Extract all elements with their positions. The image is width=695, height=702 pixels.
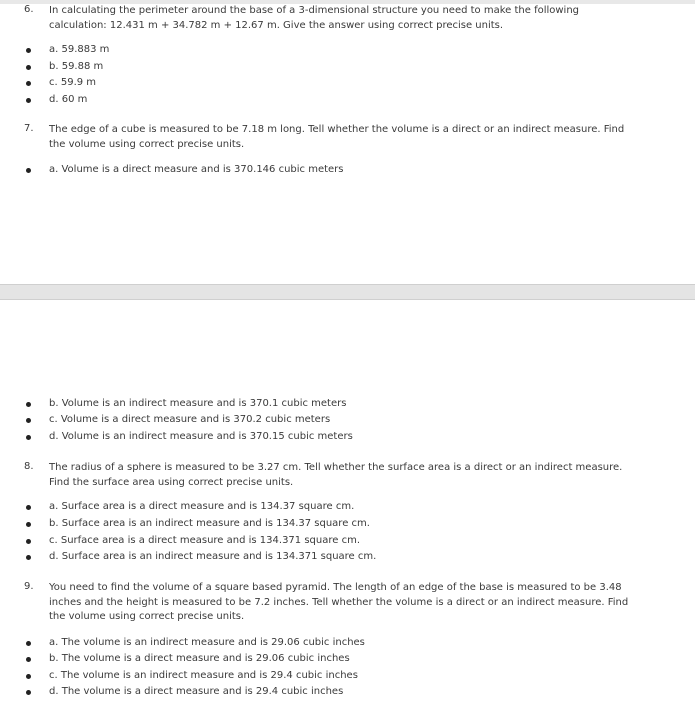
answer-option-8a <box>0 501 695 517</box>
answer-option-7b <box>0 398 695 414</box>
bullet-icon <box>26 641 31 646</box>
bullet-icon <box>26 65 31 70</box>
answer-option-8c <box>0 535 695 551</box>
answer-option-8d <box>0 551 695 567</box>
question-number: 8. <box>24 461 34 472</box>
bullet-icon <box>26 505 31 510</box>
answer-option-6a <box>0 44 695 60</box>
option-text: a. 59.883 m <box>49 44 110 55</box>
bullet-icon <box>26 690 31 695</box>
question-number: 6. <box>24 4 34 15</box>
option-text: a. Volume is a direct measure and is 370.146 cubic meters <box>49 164 344 175</box>
option-text: c. Volume is a direct measure and is 370.2 cubic meters <box>49 414 331 425</box>
bullet-icon <box>26 168 31 173</box>
option-text: d. The volume is a direct measure and is 29.4 cubic inches <box>49 686 344 697</box>
page-break <box>0 284 695 300</box>
option-text: b. The volume is a direct measure and is 29.06 cubic inches <box>49 653 350 664</box>
bullet-icon <box>26 48 31 53</box>
option-text: a. Surface area is a direct measure and is 134.37 square cm. <box>49 501 355 512</box>
option-text: c. 59.9 m <box>49 77 97 88</box>
answer-option-9a <box>0 637 695 653</box>
option-text: b. Volume is an indirect measure and is 370.1 cubic meters <box>49 398 347 409</box>
answer-option-9b <box>0 653 695 669</box>
option-text: c. The volume is an indirect measure and is 29.4 cubic inches <box>49 670 358 681</box>
option-text: d. Surface area is an indirect measure and is 134.371 square cm. <box>49 551 377 562</box>
answer-option-6b <box>0 61 695 77</box>
bullet-icon <box>26 435 31 440</box>
answer-option-8b <box>0 518 695 534</box>
option-text: a. The volume is an indirect measure and is 29.06 cubic inches <box>49 637 365 648</box>
option-text: d. 60 m <box>49 94 88 105</box>
option-text: b. 59.88 m <box>49 61 104 72</box>
bullet-icon <box>26 81 31 86</box>
answer-option-7a <box>0 164 695 180</box>
question-number: 7. <box>24 123 34 134</box>
bullet-icon <box>26 98 31 103</box>
option-text: c. Surface area is a direct measure and is 134.371 square cm. <box>49 535 360 546</box>
answer-option-7c <box>0 414 695 430</box>
question-text: You need to find the volume of a square based pyramid. The length of an edge of the base is measured to be 3.48 inches and the height is measured to be 7.2 inches. Tell whether the volume is a direct or an indirect measure. Find the volume using correct precise units. <box>49 582 629 622</box>
option-text: d. Volume is an indirect measure and is 370.15 cubic meters <box>49 431 353 442</box>
question-number: 9. <box>24 581 34 592</box>
question-text: The edge of a cube is measured to be 7.18 m long. Tell whether the volume is a direct or an indirect measure. Find the volume using correct precise units. <box>49 124 625 150</box>
answer-option-6d <box>0 94 695 110</box>
question-text: The radius of a sphere is measured to be 3.27 cm. Tell whether the surface area is a direct or an indirect measure. Find the surface area using correct precise units. <box>49 462 623 488</box>
answer-option-9c <box>0 670 695 686</box>
bullet-icon <box>26 539 31 544</box>
bullet-icon <box>26 522 31 527</box>
answer-option-9d <box>0 686 695 702</box>
answer-option-7d <box>0 431 695 447</box>
bullet-icon <box>26 555 31 560</box>
option-text: b. Surface area is an indirect measure and is 134.37 square cm. <box>49 518 370 529</box>
bullet-icon <box>26 402 31 407</box>
bullet-icon <box>26 418 31 423</box>
bullet-icon <box>26 657 31 662</box>
bullet-icon <box>26 674 31 679</box>
answer-option-6c <box>0 77 695 93</box>
question-text: In calculating the perimeter around the base of a 3-dimensional structure you need to make the following calculation: 12.431 m + 34.782 m + 12.67 m. Give the answer using correct precise units. <box>49 5 580 31</box>
